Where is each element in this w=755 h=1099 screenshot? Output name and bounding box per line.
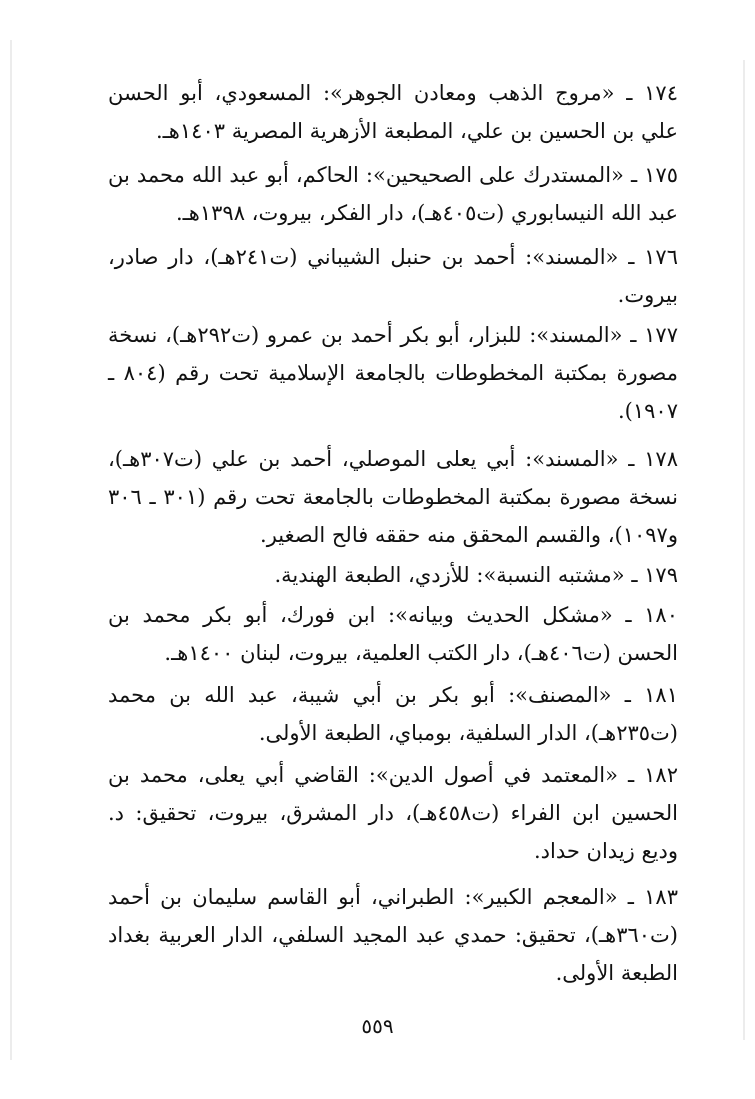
entry-number: ١٨٣ xyxy=(644,885,678,909)
entry-number: ١٨٢ xyxy=(644,763,678,787)
entry-text: : أحمد بن حنبل الشيباني (ت٢٤١هـ)، دار صادر، بيروت. xyxy=(108,245,678,307)
bibliography-entry xyxy=(108,556,678,594)
entry-text: : الحاكم، أبو عبد الله محمد بن عبد الله النيسابوري (ت٤٠٥هـ)، دار الفكر، بيروت، ١٣٩٨هـ. xyxy=(108,163,678,225)
scan-edge-mark-right xyxy=(743,60,745,1040)
bibliography-entry xyxy=(108,74,678,150)
bibliography-entry xyxy=(108,156,678,232)
entry-title: «المعجم الكبير» xyxy=(471,885,618,909)
bibliography-entry xyxy=(108,676,678,752)
entry-number: ١٧٥ xyxy=(644,163,679,187)
entry-title: «المسند» xyxy=(536,323,623,347)
entry-text: : المسعودي، أبو الحسن علي بن الحسين بن علي، المطبعة الأزهرية المصرية ١٤٠٣هـ. xyxy=(108,81,678,143)
entry-title: «المستدرك على الصحيحين» xyxy=(372,163,624,187)
entry-title: «مشتبه النسبة» xyxy=(483,563,625,587)
entry-text: : ابن فورك، أبو بكر محمد بن الحسن (ت٤٠٦هـ)، دار الكتب العلمية، بيروت، لبنان ١٤٠٠هـ. xyxy=(108,603,678,665)
entry-dash: ـ xyxy=(630,163,638,187)
entry-title: «المعتمد في أصول الدين» xyxy=(375,763,618,787)
bibliography-entry xyxy=(108,316,678,430)
entry-dash: ـ xyxy=(628,447,635,471)
entry-number: ١٧٨ xyxy=(644,447,678,471)
bibliography-entry xyxy=(108,878,678,992)
entry-title: «المصنف» xyxy=(515,683,612,707)
bibliography-list xyxy=(108,74,678,992)
entry-text: : القاضي أبي يعلى، محمد بن الحسين ابن الفراء (ت٤٥٨هـ)، دار المشرق، بيروت، تحقيق: د. وديع زيدان حداد. xyxy=(108,763,678,863)
entry-dash: ـ xyxy=(627,885,634,909)
entry-text: : للبزار، أبو بكر أحمد بن عمرو (ت٢٩٢هـ)، نسخة مصورة بمكتبة المخطوطات بالجامعة الإسلامية تحت رقم (٨٠٤ ـ ١٩٠٧). xyxy=(108,323,678,423)
entry-number: ١٨٠ xyxy=(644,603,678,627)
entry-number: ١٨١ xyxy=(644,683,678,707)
entry-number: ١٧٦ xyxy=(644,245,678,269)
entry-title: «المسند» xyxy=(532,447,619,471)
entry-dash: ـ xyxy=(625,603,632,627)
entry-text: : أبي يعلى الموصلي، أحمد بن علي (ت٣٠٧هـ)، نسخة مصورة بمكتبة المخطوطات بالجامعة تحت رقم (٣٠١ ـ ٣٠٦ و١٠٩٧)، والقسم المحقق منه حققه فالح الصغير. xyxy=(108,447,678,547)
page-number: ٥٥٩ xyxy=(361,1014,394,1038)
entry-title: «مروج الذهب ومعادن الجوهر» xyxy=(330,81,615,105)
entry-number: ١٧٤ xyxy=(644,81,678,105)
bibliography-entry xyxy=(108,756,678,870)
scan-edge-mark-left xyxy=(10,40,12,1060)
entry-dash: ـ xyxy=(630,323,637,347)
entry-number: ١٧٧ xyxy=(644,323,678,347)
entry-dash: ـ xyxy=(631,563,638,587)
entry-number: ١٧٩ xyxy=(644,563,678,587)
entry-text: : أبو بكر بن أبي شيبة، عبد الله بن محمد (ت٢٣٥هـ)، الدار السلفية، بومباي، الطبعة الأولى. xyxy=(108,683,678,745)
entry-dash: ـ xyxy=(627,763,635,787)
entry-text: : الطبراني، أبو القاسم سليمان بن أحمد (ت٣٦٠هـ)، تحقيق: حمدي عبد المجيد السلفي، الدار العربية بغداد الطبعة الأولى. xyxy=(108,885,678,985)
bibliography-entry xyxy=(108,596,678,672)
entry-title: «مشكل الحديث وبيانه» xyxy=(395,603,613,627)
entry-dash: ـ xyxy=(626,81,633,105)
entry-text: : للأزدي، الطبعة الهندية. xyxy=(274,563,484,587)
entry-dash: ـ xyxy=(628,245,635,269)
entry-title: «المسند» xyxy=(532,245,619,269)
bibliography-entry xyxy=(108,440,678,554)
entry-dash: ـ xyxy=(624,683,631,707)
bibliography-entry xyxy=(108,238,678,314)
